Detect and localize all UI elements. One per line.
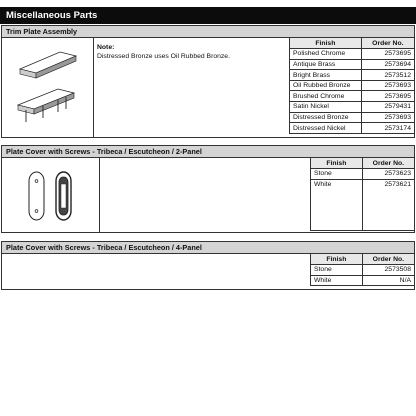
table-row <box>290 102 415 113</box>
finish-cell: White <box>311 179 363 230</box>
order-cell: 2573508 <box>362 265 414 276</box>
order-cell: 2573695 <box>361 49 414 60</box>
finish-header: Finish <box>311 158 363 169</box>
blank-cell <box>2 254 312 289</box>
order-cell: 2573694 <box>361 59 414 70</box>
order-header: Order No. <box>361 38 414 49</box>
finish-cell: Polished Chrome <box>290 49 362 60</box>
table-row <box>290 123 415 134</box>
trim-plate-illustration <box>2 38 94 137</box>
order-cell: 2573693 <box>361 80 414 91</box>
blank-cell <box>100 158 312 232</box>
order-cell: 2573693 <box>361 112 414 123</box>
finish-table <box>310 158 414 231</box>
finish-cell: Brushed Chrome <box>290 91 362 102</box>
note-text: Distressed Bronze uses Oil Rubbed Bronze. <box>97 53 230 60</box>
table-header-row <box>311 254 415 265</box>
finish-cell: White <box>311 275 363 286</box>
finish-cell: Antique Brass <box>290 59 362 70</box>
order-cell: 2573174 <box>361 123 414 134</box>
table-row <box>290 80 415 91</box>
table-row <box>290 91 415 102</box>
table-row <box>290 49 415 60</box>
finish-cell: Bright Brass <box>290 70 362 81</box>
order-header: Order No. <box>362 158 414 169</box>
finish-cell: Distressed Nickel <box>290 123 362 134</box>
finish-table <box>289 38 414 134</box>
order-cell: N/A <box>362 275 414 286</box>
section-title: Plate Cover with Screws - Tribeca / Escutcheon / 2-Panel <box>2 146 414 158</box>
section-title: Trim Plate Assembly <box>2 26 414 38</box>
finish-cell: Stone <box>311 169 363 180</box>
finish-cell: Satin Nickel <box>290 102 362 113</box>
note-cell <box>94 38 291 137</box>
page-title: Miscellaneous Parts <box>0 7 416 24</box>
table-row <box>290 59 415 70</box>
trim-plate-section <box>1 25 415 138</box>
plate-cover-2-panel-section <box>1 145 415 233</box>
order-cell: 2573695 <box>361 91 414 102</box>
order-header: Order No. <box>362 254 414 265</box>
table-row <box>290 112 415 123</box>
table-row <box>290 70 415 81</box>
section-title: Plate Cover with Screws - Tribeca / Escutcheon / 4-Panel <box>2 242 414 254</box>
finish-cell: Distressed Bronze <box>290 112 362 123</box>
order-cell: 2573623 <box>362 169 414 180</box>
order-cell: 2573621 <box>362 179 414 230</box>
table-row <box>311 179 415 230</box>
plate-cover-illustration <box>2 158 100 232</box>
finish-cell: Stone <box>311 265 363 276</box>
table-row <box>311 275 415 286</box>
order-cell: 2579431 <box>361 102 414 113</box>
table-header-row <box>311 158 415 169</box>
table-header-row <box>290 38 415 49</box>
table-row <box>311 265 415 276</box>
table-row <box>311 169 415 180</box>
finish-cell: Oil Rubbed Bronze <box>290 80 362 91</box>
order-cell: 2573512 <box>361 70 414 81</box>
finish-header: Finish <box>311 254 363 265</box>
note-label: Note: <box>97 44 115 51</box>
plate-cover-4-panel-section <box>1 241 415 290</box>
finish-table <box>310 254 414 286</box>
finish-header: Finish <box>290 38 362 49</box>
